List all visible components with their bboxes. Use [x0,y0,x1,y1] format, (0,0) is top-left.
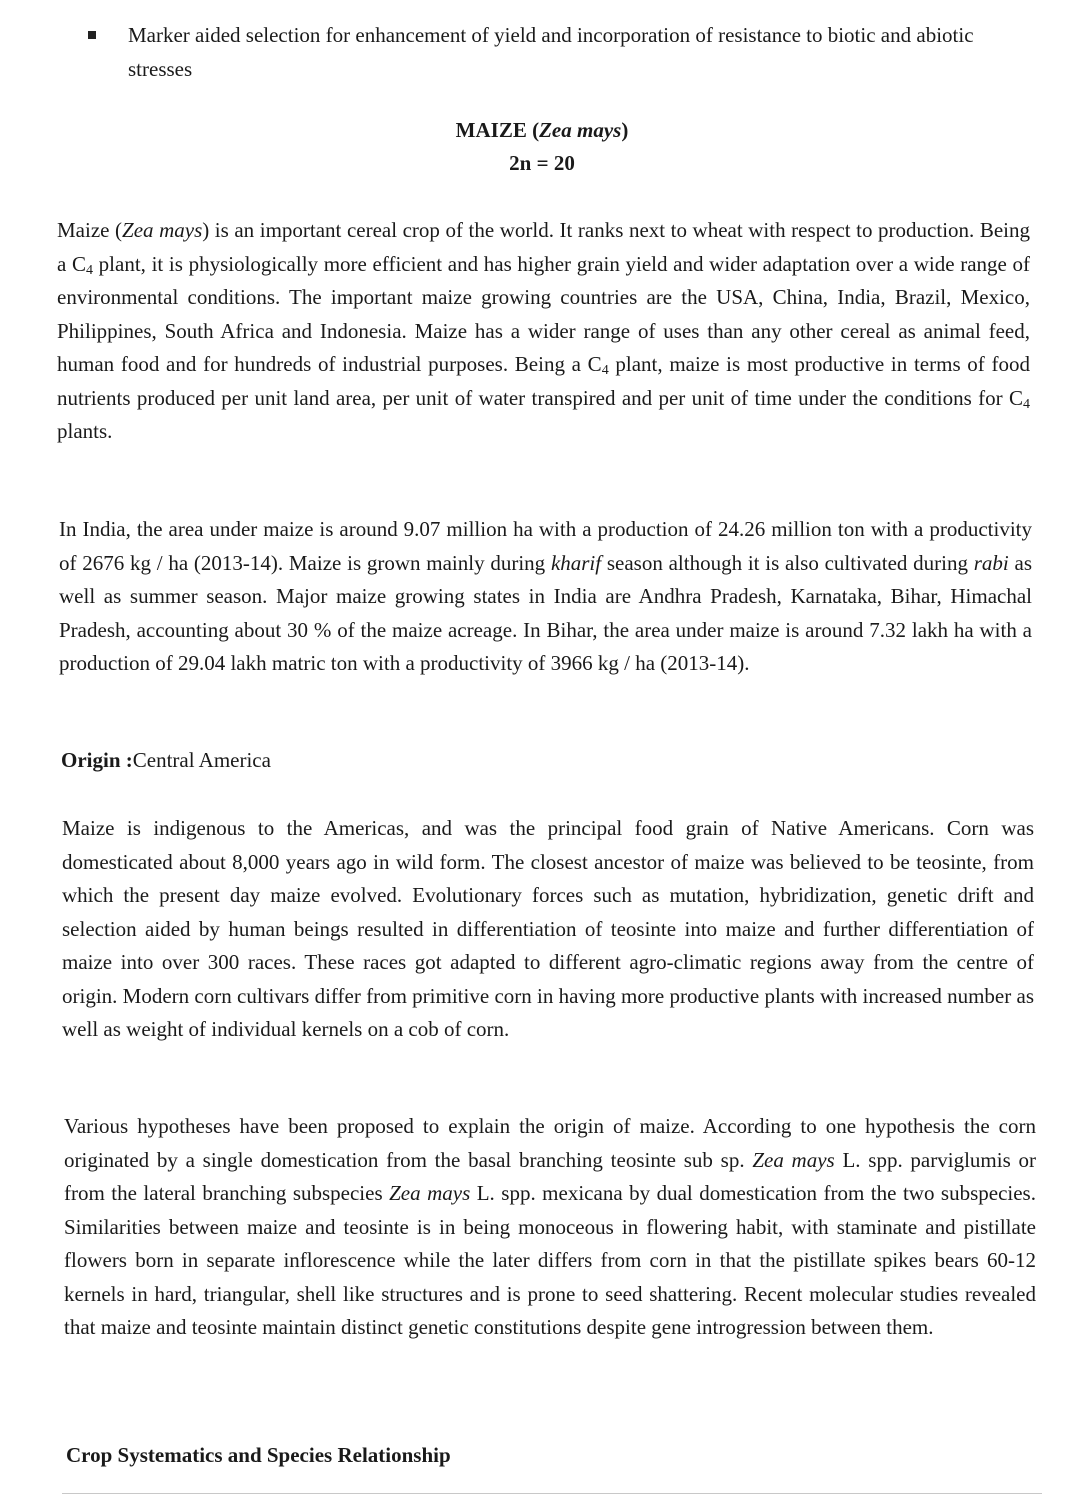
p2-rabi: rabi [973,550,1009,575]
p4-text-3: L. spp. mexicana by dual domestication from the two subspecies. Similarities between maize and teosinte is in being monoceous in flowering habit, with staminate and pistillate flowers born in separate inflorescence while the later differs from corn in that the pistillate spikes bears 60-12 kernels in hard, triangular, shell like structures and is prone to seed shattering. Recent molecular studies revealed that maize and teosinte maintain distinct genetic constitutions despite gene introgression between them. [64,1181,1036,1339]
bullet-text: Marker aided selection for enhancement of yield and incorporation of resistance to biotic and abiotic stresses [128,23,974,81]
crop-title-scientific-name: Zea mays [539,118,622,142]
p1-text-1: Maize ( [57,218,123,242]
p1-subscript-1: 4 [86,262,93,278]
p1-text-3: plant, it is physiologically more efficient and has higher grain yield and wider adaptation over a wide range of environmental conditions. The important maize growing countries are the USA, China, India, Brazil, Mexico, Philippines, South Africa and Indonesia. Maize has a wider range of uses than any other cereal as animal feed, human food and for hundreds of industrial purposes. Being a C [57,251,1030,376]
section-heading: Crop Systematics and Species Relationship [66,1443,451,1467]
bullet-item [88,18,1038,86]
crop-title [0,118,1084,143]
origin-label: Origin : [61,748,133,772]
square-bullet-icon [88,31,96,39]
paragraph-introduction [57,214,1030,449]
paragraph-domestication: Maize is indigenous to the Americas, and was the principal food grain of Native Americans. Corn was domesticated about 8,000 years ago in wild form. The closest ancestor of maize was believed to be teosinte, from which the present day maize evolved. Evolutionary forces such as mutation, hybridization, genetic drift and selection aided by human beings resulted in differentiation of teosinte into maize and further differentiation of maize into over 300 races. These races got adapted to different agro-climatic regions away from the centre of origin. Modern corn cultivars differ from primitive corn in having more productive plants with increased number as well as weight of individual kernels on a cob of corn. [62,816,1034,1041]
chromosome-number: 2n = 20 [509,151,575,175]
p1-scientific-name: Zea mays [122,218,203,242]
p1-subscript-3: 4 [1023,396,1030,412]
p2-text-1: In India, the area under maize is around 9.07 million ha with a production of 24.26 million ton with a productivity of 2676 kg / ha (2013-14). Maize is grown mainly during [59,517,1032,575]
p4-text-2: L. spp. parviglumis or from the lateral branching subspecies [64,1147,1036,1205]
p1-subscript-2: 4 [601,363,609,378]
p1-text-5: plants. [57,419,113,443]
p2-text-3: as well as summer season. Major maize growing states in India are Andhra Pradesh, Karnataka, Bihar, Himachal Pradesh, accounting about 30 % of the maize acreage. In Bihar, the area under maize is around 7.32 lakh ha with a production of 29.04 lakh matric ton with a productivity of 3966 kg / ha (2013-14). [59,550,1032,675]
paragraph-india-statistics [59,513,1032,681]
origin-line [61,748,271,773]
crop-title-end: ) [621,118,629,142]
footer-divider [62,1493,1042,1494]
p2-text-2: season although it is also cultivated during [601,550,974,575]
p4-scientific-name-1: Zea mays [752,1147,835,1172]
p1-text-4: plant, maize is most productive in terms of food nutrients produced per unit land area, per unit of water transpired and per unit of time under the conditions for C [57,352,1030,410]
p2-kharif: kharif [550,550,602,575]
p1-text-2: ) is an important cereal crop of the world. It ranks next to wheat with respect to production. Being a C [57,218,1030,276]
crop-title-main: MAIZE ( [455,118,540,142]
p4-text-1: Various hypotheses have been proposed to explain the origin of maize. According to one hypothesis the corn originated by a single domestication from the basal branching teosinte sub sp. [64,1114,1036,1172]
paragraph-hypotheses [64,1110,1036,1345]
origin-value: Central America [132,748,271,772]
p4-scientific-name-2: Zea mays [389,1181,471,1205]
